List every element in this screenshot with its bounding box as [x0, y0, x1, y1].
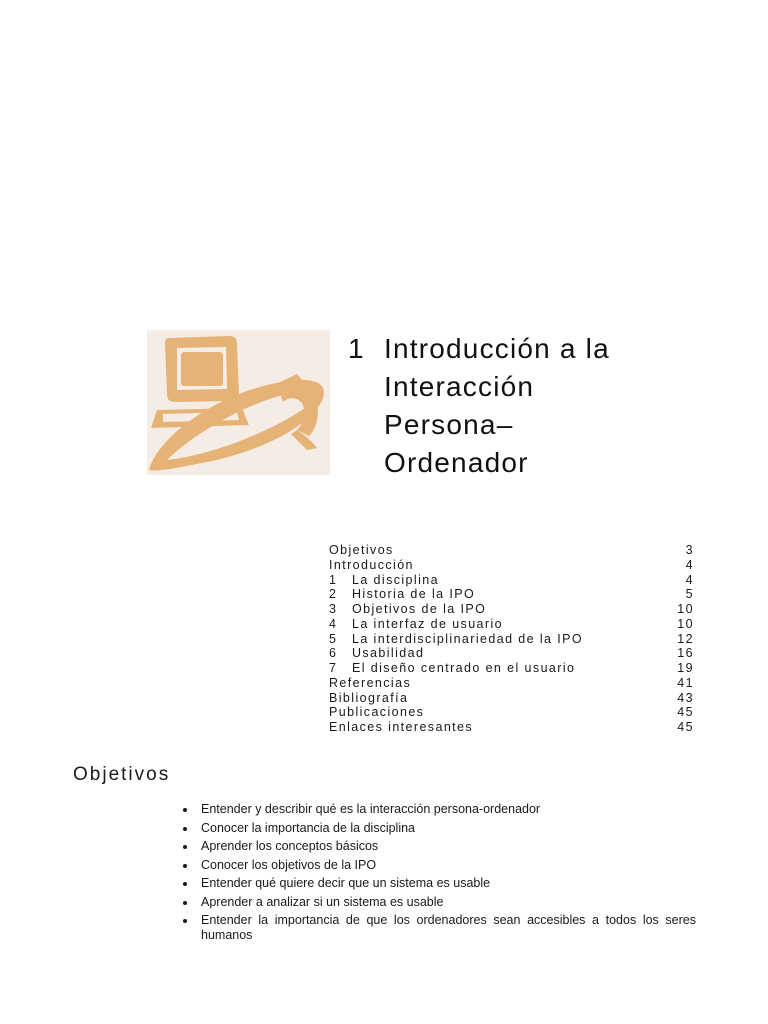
toc-entry-label: Introducción [329, 557, 414, 572]
toc-entry-label: 1 La disciplina [329, 572, 439, 587]
chapter-number: 1 [348, 333, 365, 364]
toc-entry-label: 2 Historia de la IPO [329, 587, 476, 602]
toc-entry[interactable] [329, 587, 694, 602]
toc-entry[interactable] [329, 691, 694, 706]
toc-entry-page: 12 [677, 631, 694, 646]
objective-item: Conocer la importancia de la disciplina [180, 821, 696, 836]
toc-entry-label: Publicaciones [329, 705, 425, 720]
objective-item: Conocer los objetivos de la IPO [180, 858, 696, 873]
objective-item: Entender y describir qué es la interacción persona-ordenador [180, 802, 696, 817]
toc-entry-label: Objetivos [329, 543, 394, 557]
objectives-heading: Objetivos [73, 764, 171, 785]
toc-entry-page: 43 [677, 690, 694, 705]
toc-entry-label: Bibliografía [329, 690, 409, 705]
toc-entry-page: 10 [677, 602, 694, 616]
toc-entry-page: 3 [685, 543, 694, 557]
toc-entry[interactable] [329, 720, 694, 735]
toc-entry[interactable] [329, 632, 694, 647]
chapter-title-line: Introducción a la [384, 333, 610, 364]
computer-with-pen-hand-icon [147, 330, 330, 475]
chapter-title-line: Ordenador [384, 447, 529, 478]
toc-entry-page: 41 [677, 675, 694, 690]
toc-entry[interactable] [329, 661, 694, 676]
toc-entry[interactable] [329, 676, 694, 691]
toc-entry-page: 4 [685, 572, 694, 587]
toc-entry-label: Enlaces interesantes [329, 720, 474, 734]
toc-entry[interactable] [329, 573, 694, 588]
toc-entry-label: Referencias [329, 675, 412, 690]
toc-entry[interactable] [329, 602, 694, 617]
chapter-title-line: Interacción [384, 371, 535, 402]
toc-entry-label: 3 Objetivos de la IPO [329, 602, 487, 616]
toc-entry-label: 4 La interfaz de usuario [329, 616, 503, 631]
toc-entry-page: 45 [677, 705, 694, 720]
objective-item: Aprender a analizar si un sistema es usable [180, 895, 696, 910]
toc-entry-label: 7 El diseño centrado en el usuario [329, 661, 576, 675]
toc-entry-label: 6 Usabilidad [329, 646, 425, 661]
toc-entry-page: 16 [677, 646, 694, 661]
chapter-title-lines [384, 330, 610, 482]
toc-entry[interactable] [329, 558, 694, 573]
toc-entry-page: 4 [685, 557, 694, 572]
toc-entry[interactable] [329, 543, 694, 558]
objective-item: Entender qué quiere decir que un sistema es usable [180, 876, 696, 891]
objectives-list [180, 802, 696, 947]
toc-entry-page: 5 [685, 587, 694, 602]
chapter-title-line: Persona– [384, 409, 514, 440]
toc-entry-page: 45 [677, 720, 694, 734]
toc-entry[interactable] [329, 646, 694, 661]
toc-entry[interactable] [329, 705, 694, 720]
toc-entry[interactable] [329, 617, 694, 632]
table-of-contents [329, 543, 694, 735]
toc-entry-page: 19 [677, 661, 694, 675]
objective-item: Entender la importancia de que los ordenadores sean accesibles a todos los seres humanos [180, 913, 696, 943]
objective-item: Aprender los conceptos básicos [180, 839, 696, 854]
toc-entry-label: 5 La interdisciplinariedad de la IPO [329, 631, 584, 646]
toc-entry-page: 10 [677, 616, 694, 631]
chapter-illustration [147, 330, 330, 475]
